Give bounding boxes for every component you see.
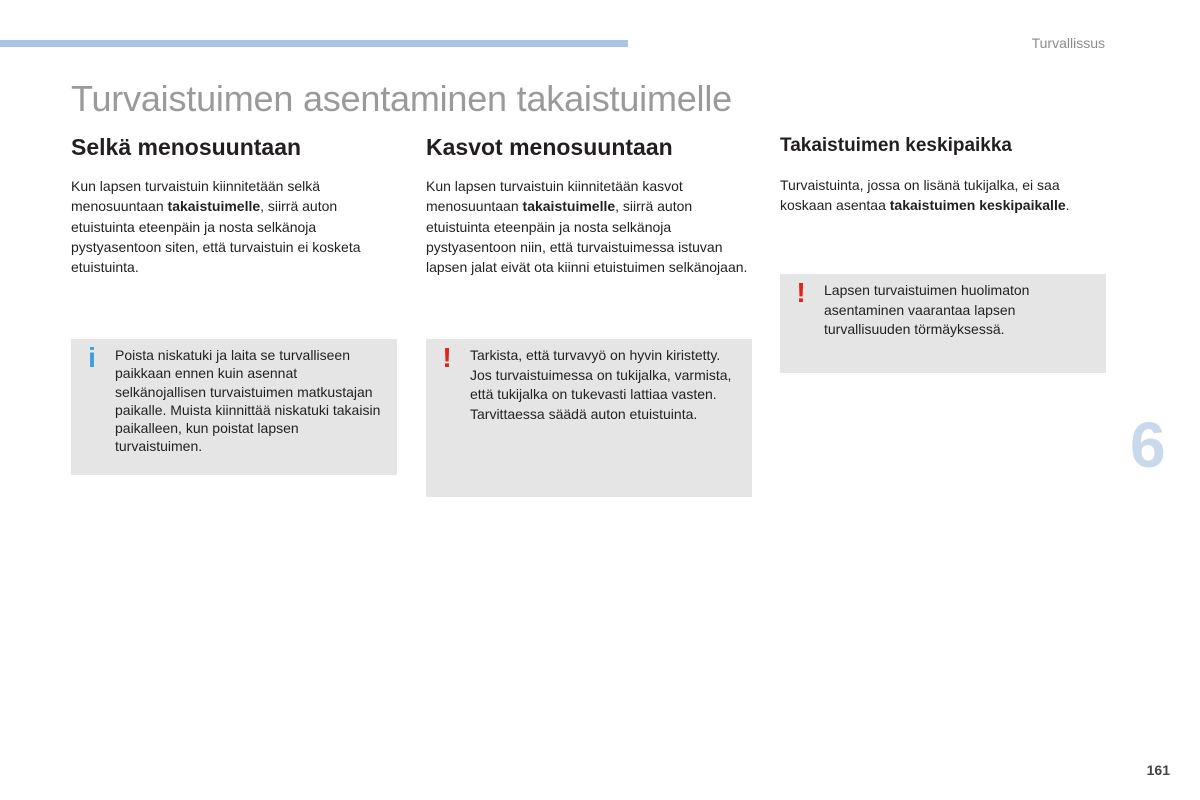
warning-note-box — [780, 274, 1106, 373]
body-text: . — [1065, 197, 1070, 214]
column-heading: Kasvot menosuuntaan — [426, 134, 673, 160]
note-line: Lapsen turvaistuimen huolimaton asentaminen vaarantaa lapsen turvallisuuden törmäyksessä. — [824, 282, 1030, 337]
column-heading: Selkä menosuuntaan — [71, 134, 302, 160]
column-body — [780, 175, 1106, 216]
column-heading: Takaistuimen keskipaikka — [780, 135, 1012, 156]
body-text: Kun lapsen turvaistuin kiinnitetään kasvot menosuuntaan — [426, 178, 683, 215]
body-text: Kun lapsen turvaistuin kiinnitetään selkä menosuuntaan — [71, 178, 321, 215]
chapter-number: 6 — [1130, 409, 1166, 481]
warning-icon: ! — [442, 342, 452, 373]
column-rear-facing — [71, 133, 397, 277]
body-text: Turvaistuinta, jossa on lisänä tukijalka, ei saa koskaan asentaa — [780, 177, 1060, 214]
emphasis-text: takaistuimelle — [522, 198, 616, 215]
note-text — [115, 346, 389, 456]
column-body — [426, 176, 752, 277]
info-icon: i — [88, 342, 96, 373]
warning-icon: ! — [796, 277, 806, 308]
warning-note-box — [426, 339, 752, 497]
note-text — [824, 281, 1098, 340]
page-number: 161 — [1146, 762, 1170, 778]
column-body — [71, 176, 397, 277]
body-text: , siirrä auton etuistuinta eteenpäin ja nosta selkänoja pystyasentoon siten, että turvaistuin ei kosketa etuistuinta. — [71, 198, 361, 276]
page-title: Turvaistuimen asentaminen takaistuimelle — [71, 78, 732, 119]
note-line: Poista niskatuki ja laita se turvalliseen paikkaan ennen kuin asennat selkänojallisen turvaistuimen matkustajan paikalle. Muista kiinnittää niskatuki takaisin paikalleen, kun poistat lapsen turvaistuimen. — [115, 347, 381, 455]
column-rear-centre-seat — [780, 133, 1106, 216]
body-text: , siirrä auton etuistuinta eteenpäin ja nosta selkänoja pystyasentoon niin, että turvaistuimessa istuvan lapsen jalat eivät ota kiinni etuistuimen selkänojaan. — [426, 198, 748, 276]
info-note-box — [71, 339, 397, 475]
note-text — [470, 346, 744, 424]
column-forward-facing — [426, 133, 752, 277]
emphasis-text: takaistuimelle — [167, 198, 261, 215]
note-line: Tarkista, että turvavyö on hyvin kiristetty. — [470, 347, 721, 363]
emphasis-text: takaistuimen keskipaikalle — [889, 197, 1066, 214]
header-accent-bar — [0, 40, 628, 47]
note-line: Jos turvaistuimessa on tukijalka, varmista, että tukijalka on tukevasti lattiaa vasten. Tarvittaessa säädä auton etuistuinta. — [470, 366, 732, 422]
section-label: Turvallissus — [1031, 35, 1105, 51]
